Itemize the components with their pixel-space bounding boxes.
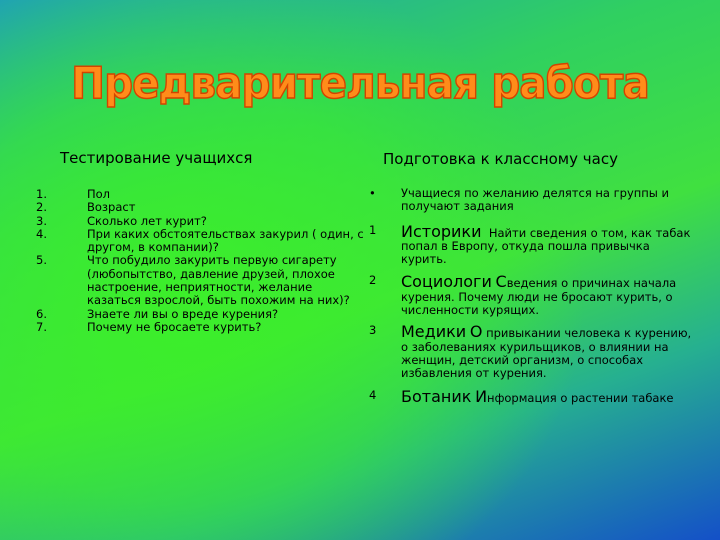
item-text: Пол [87, 187, 111, 201]
first-letter: Н [488, 225, 498, 240]
list-item [36, 201, 366, 214]
first-letter: С [495, 272, 507, 292]
item-text: Сколько лет курит? [87, 213, 207, 228]
item-text: Знаете ли вы о вреде курения? [87, 306, 279, 321]
item-number: 7. [36, 319, 47, 334]
item-number: 4. [36, 226, 47, 241]
list-item [36, 308, 366, 321]
list-item [36, 321, 366, 334]
task-text: нформация о растении табаке [487, 390, 674, 405]
group-role: Историки [401, 221, 482, 241]
item-number: 2 [369, 273, 377, 288]
item-number: 4 [369, 387, 377, 402]
preparation-task-list [367, 187, 697, 405]
item-text: При каких обстоятельствах закурил ( один, с другом, в компании)? [87, 226, 364, 255]
task-text: ведения о причинах начала курения. Почему люди не бросают курить, о численности курящих. [401, 276, 677, 318]
group-task [401, 386, 697, 406]
group-role: Медики [401, 322, 467, 342]
list-item [36, 188, 366, 201]
item-number: 5. [36, 253, 47, 268]
item-number: 3 [369, 323, 377, 338]
testing-question-list [36, 188, 366, 334]
group-task [401, 274, 697, 317]
list-item [36, 228, 366, 255]
group-role: Ботаник [401, 386, 472, 406]
first-letter: И [475, 386, 488, 406]
group-task [401, 324, 697, 380]
list-item [367, 386, 697, 406]
preparation-heading: Подготовка к классному часу [383, 150, 618, 168]
list-item [36, 215, 366, 228]
list-item [367, 187, 697, 214]
intro-text: Учащиеся по желанию делятся на группы и получают задания [401, 186, 670, 214]
item-number: 3. [36, 213, 47, 228]
group-task [401, 221, 697, 267]
task-text: айти сведения о том, как табак попал в Европу, откуда пошла привычка курить. [401, 225, 691, 267]
slide-title: Предварительная работа [71, 58, 649, 109]
list-item [367, 274, 697, 317]
list-item [367, 221, 697, 267]
bullet: • [369, 186, 376, 200]
item-text: Возраст [87, 200, 136, 215]
task-text: привыкании человека к курению, о заболеваниях курильщиков, о влиянии на женщин, детский организм, о способах избавления от курения. [401, 326, 692, 381]
item-text: Что побудило закурить первую сигарету (любопытство, давление друзей, плохое настроение, неприятности, желание казаться взрослой, быть похожим на них)? [87, 253, 350, 308]
item-number: 6. [36, 306, 47, 321]
testing-heading: Тестирование учащихся [60, 149, 253, 167]
item-number: 1 [369, 222, 377, 237]
list-item [36, 254, 366, 307]
item-number: 2. [36, 200, 47, 215]
item-text: Почему не бросаете курить? [87, 319, 262, 334]
item-number: 1. [36, 187, 47, 201]
group-role: Социологи [401, 272, 492, 292]
first-letter: О [469, 322, 483, 342]
list-item [367, 324, 697, 380]
